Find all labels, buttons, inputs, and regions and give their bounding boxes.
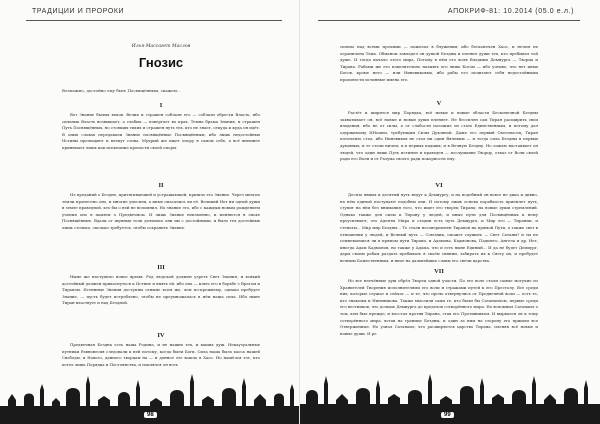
paragraph: Но все влечённые душ обрёл Творец одной участи. По его воле стали самые могучие из Хранителей Творения исполнителями его воли и стражами путей к его Престолу. Все среди них, которые служат и сейчас — и те, что прочь отвернулись от Предвечной воли — есть те, кто знакомы и Ниневикова. Также мыслили сами те, кто были бы Сатанаилом, первые среди его вестников, что дольше Демиурга до пределов сотворённого мира. Но вспомнил Сатанаил о том, кем был прежде, и восстал против Тирана, став его Противником. И вырвался он к тому сотворённого мира, встав на границе Бездны, и один за ним на сторону его пришли все Отверженные. Но узнал Сатанаил, что расширяется царство Тирана, пленяя всё новые и новые души. И ре xyxy=(340,278,538,336)
section-numeral-5: V xyxy=(436,100,442,107)
section-numeral-3: III xyxy=(157,264,165,271)
paragraph: сильно над всеми прочими — пожелал в блужении, ибо бесконечен Хаос, и нечем не ограничена Тьма. Обманом завладел он душой Бездны и пленил души тех, кто пребывал той душе. И тогда начало этого мира. Потому в нём его воля Владыки Демиурга — Творца и Тирана. Рабами же его повелительно назывть его лишь Богом — ибо учтиво, что нет иных Богов, кроме него — или Ниневиковых, ибо рабы его почитают себя недостойными произнести истинные имена его. xyxy=(340,44,538,82)
paragraph: Растёт и ширится мир Порядка, всё новые и новые области Бесконечной Бездны захватывает он, всё новые и новые души пленяет. Не бессилен сам Тиран расщирить свои владения, ибо не от силы, а от слабости положил он стать Единственным, и потому дал одержимому ИНошеи, требующим Силы Духовной. Даже его первый Светоносец, Тиран потеплить стал, ибо Ниневиков не стал ни один Вялевым — и тогда сила Бездны в первых духовных, и те стали ничем, и в первых падших, и в Вечную Бездну. Но ложью настаивает он людей, что один лишь Путь истинен и праведен — послушание Творцу, отказ от Воли своей ради его Воли и от Разума своего ради покорности ему. xyxy=(340,110,538,162)
right-page-number: 99 xyxy=(441,412,454,418)
section-text-7 xyxy=(340,278,538,337)
section-text-3 xyxy=(62,274,260,307)
right-page xyxy=(300,0,600,424)
right-running-head: АПОКРИФ-81: 10.2014 (05.0 е.л.) xyxy=(447,8,574,15)
section-text-5 xyxy=(340,110,538,163)
article-author: Илья-Массагет Маслов xyxy=(131,44,191,49)
right-header-rule xyxy=(318,20,580,21)
left-header-rule xyxy=(26,20,282,21)
paragraph: Ныне же наступило новое время. Род людской должен узреть Свет Знания, и всякий достойный должен прикоснуться к Истине и внять ей, ибо она — ключ его в борьбе с Врагом и Тираном. Истинные Знания доступны отныне всем же, чем по-прежнему, однако пребудет Знание, — пусть будет истреблено, чтобы не преумножалась в нём наша сила. Ибо ныне Тиран властвует и над Бездной. xyxy=(62,274,260,306)
article-title: Гнозис xyxy=(138,55,184,70)
left-running-head: ТРАДИЦИИ И ПРОРОКИ xyxy=(32,8,125,15)
section-text-6 xyxy=(340,192,538,265)
continued-text xyxy=(340,44,538,84)
paragraph: Вот Знание былых веков. Велик и страшен соблазн его — соблазн обрести Власть, ибо сильных Власть возвышает, а слабых — повергает во прах. Темна брама Знания, и страшен Путь Посвящённых, но стоящих тихих и страшен путь тех, кто не знает, откуда и куда он идёт. В оных словах передавали Знание посвящённые Посвящённым, ибо лишь недостойных Истины прельщают и влекут слова. Мудрый же ищет опору в самом себе, а всё внешнее принимает лишь как испытание крепости своей опоры. xyxy=(62,112,260,150)
section-numeral-6: VI xyxy=(435,182,443,189)
section-text-2 xyxy=(62,192,260,232)
paragraph: Предвечная Бездна есть наша Родина, и не наших тех, и ваших душ. Некаузуальные путники Равновесия следовали к ней потому, когда были Боги. Сила наша было хаоса нашей Свободы, и Нового, данного творцам на — и данное это вошло в Хаос. Но нашёлся тот, кто хотел лишь Порядка и Постоянства, и поклялся он всеь xyxy=(62,342,260,367)
paragraph: Из преданий о Бездне, притягивающей и устрашающей, пришло это Знание. Через многие земли пронесено оно, и многие уносили, а иные опасались ли её. Великий Нет ни одной души в земле праведной, кто бы о ней не вспомнил. Но знание это, ибо с каждым новым рождением учения оно в памяти о Предвечном. И лишь Знание неизменно, и меняются в эпохе Посвящённые. Вдали от шумных толп делились они им с достойными, и было тех достойных лишь столько, сколько требуется, чтобы сохранить Знание. xyxy=(62,192,260,230)
section-numeral-4: IV xyxy=(157,332,165,339)
section-numeral-1: I xyxy=(159,102,163,109)
left-page-number: 98 xyxy=(144,412,157,418)
section-numeral-2: II xyxy=(158,182,164,189)
epigraph: Возможно, достойно ему быть Посвящённым, скажем… xyxy=(62,88,181,93)
section-numeral-7: VII xyxy=(434,268,444,275)
paragraph: Десять явных и десятый путь ведут к Демиургу, и на подобный он вовсе не дико и дивно, на нём единой поступают подобны они. И потому лишь основа порабкость приемлет путь, ступит на нём без внимания того, что ищет его творец Тирана; на новые души стремлений. Однако также для силы к Тирану у людей, и иные пути для Посвящённых к нему преуспевают, это Адепты Мира и стадии есть путь Демиурга, и Мир его — Тирании, и стенаты... Мир мир Бездны... То стали несовершенен Тиранов на прямой Пути, а также свет в отношении у людей, и Вечный путь — Союзник, сможет служить — Свет Сатаны? и ты не сомневаешься ли в прямом пути Тирана, и Адамова, Кадмонова, Падшего, Ангела и др. Нет, иногда Адам Кадмонов, но также у Адама, что и есть ныне Единый... И да не будет Демиург, дары своим рабам раздать пребывать в своём сиянии, забирать их к Свету их, и пребудет вечным Божественным, и иное на дальнейшие славы его свечи царства. xyxy=(340,192,538,263)
section-text-1 xyxy=(62,112,260,152)
